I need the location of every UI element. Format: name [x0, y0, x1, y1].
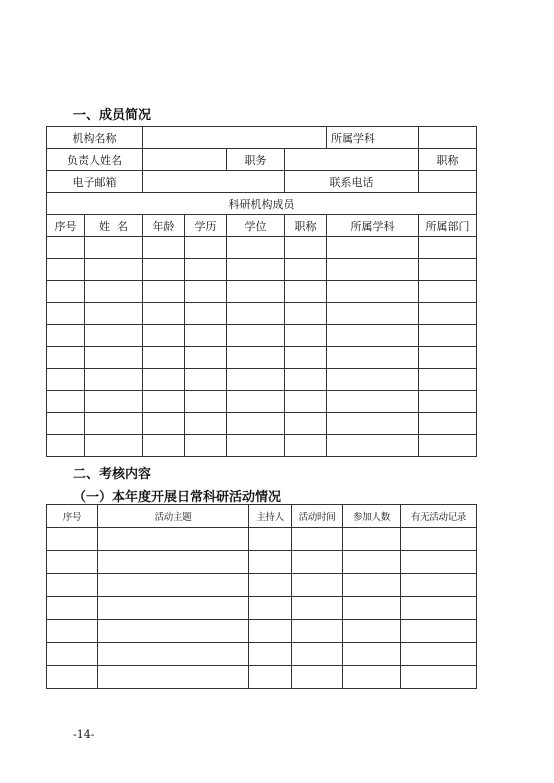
table-cell — [185, 369, 227, 391]
activity-row — [47, 643, 477, 666]
table-cell — [227, 237, 285, 259]
activity-row — [47, 666, 477, 689]
table-cell — [401, 666, 477, 689]
table-cell — [227, 347, 285, 369]
col-education: 学历 — [185, 215, 227, 237]
member-row — [47, 435, 477, 457]
table-cell — [47, 413, 85, 435]
table-cell — [185, 259, 227, 281]
col-discipline: 所属学科 — [327, 215, 419, 237]
table-cell — [419, 391, 477, 413]
table-cell — [47, 666, 98, 689]
discipline-value — [419, 127, 477, 149]
table-cell — [249, 666, 292, 689]
table-cell — [143, 413, 185, 435]
member-row — [47, 237, 477, 259]
subsection-title: （一）本年度开展日常科研活动情况 — [73, 490, 282, 505]
table-cell — [143, 369, 185, 391]
table-cell — [47, 435, 85, 457]
table-cell — [227, 369, 285, 391]
table-cell — [249, 574, 292, 597]
table-cell — [185, 391, 227, 413]
table-cell — [285, 391, 327, 413]
table-cell — [227, 259, 285, 281]
member-row — [47, 303, 477, 325]
table-cell — [47, 325, 85, 347]
table-cell — [419, 413, 477, 435]
table-cell — [343, 528, 401, 551]
table-cell — [227, 413, 285, 435]
col-index: 序号 — [47, 505, 98, 528]
table-cell — [401, 528, 477, 551]
table-cell — [343, 597, 401, 620]
table-cell — [85, 369, 143, 391]
table-cell — [285, 237, 327, 259]
col-participants: 参加人数 — [343, 505, 401, 528]
table-cell — [343, 620, 401, 643]
table-cell — [98, 551, 249, 574]
member-row — [47, 281, 477, 303]
activity-row — [47, 620, 477, 643]
table-cell — [285, 303, 327, 325]
table-cell — [327, 281, 419, 303]
table-cell — [419, 237, 477, 259]
table-cell — [419, 325, 477, 347]
table-cell — [47, 237, 85, 259]
table-cell — [327, 369, 419, 391]
activity-row — [47, 528, 477, 551]
table-cell — [85, 435, 143, 457]
table-cell — [285, 259, 327, 281]
table-cell — [327, 325, 419, 347]
table-cell — [185, 303, 227, 325]
table-cell — [47, 281, 85, 303]
table-cell — [47, 643, 98, 666]
member-row — [47, 413, 477, 435]
section2-title: 二、考核内容 — [73, 467, 152, 482]
table-cell — [185, 413, 227, 435]
table-cell — [98, 643, 249, 666]
table-cell — [85, 303, 143, 325]
leader-value — [143, 149, 227, 171]
table-cell — [343, 643, 401, 666]
table-cell — [47, 369, 85, 391]
table-cell — [327, 413, 419, 435]
table-cell — [85, 391, 143, 413]
table-cell — [47, 551, 98, 574]
table-cell — [292, 620, 343, 643]
table-cell — [47, 528, 98, 551]
table-cell — [85, 347, 143, 369]
table-cell — [419, 281, 477, 303]
table-cell — [292, 643, 343, 666]
table-cell — [98, 528, 249, 551]
member-row — [47, 369, 477, 391]
member-row — [47, 325, 477, 347]
position-label: 职务 — [227, 149, 285, 171]
table-cell — [185, 237, 227, 259]
org-name-value — [143, 127, 327, 149]
table-cell — [292, 551, 343, 574]
col-index: 序号 — [47, 215, 85, 237]
table-cell — [285, 369, 327, 391]
table-cell — [143, 237, 185, 259]
table-cell — [185, 347, 227, 369]
table-cell — [227, 325, 285, 347]
table-cell — [419, 259, 477, 281]
activities-table — [46, 504, 477, 689]
col-host: 主持人 — [249, 505, 292, 528]
table-cell — [343, 574, 401, 597]
table-cell — [419, 369, 477, 391]
col-age: 年龄 — [143, 215, 185, 237]
table-cell — [292, 597, 343, 620]
table-cell — [47, 620, 98, 643]
table-cell — [143, 259, 185, 281]
table-cell — [98, 574, 249, 597]
activity-row — [47, 551, 477, 574]
col-department: 所属部门 — [419, 215, 477, 237]
activities-column-header — [47, 505, 477, 528]
table-cell — [47, 259, 85, 281]
table-cell — [143, 325, 185, 347]
page-number: -14- — [73, 728, 95, 741]
table-cell — [419, 347, 477, 369]
table-cell — [327, 347, 419, 369]
table-cell — [401, 643, 477, 666]
table-cell — [47, 347, 85, 369]
table-cell — [343, 551, 401, 574]
col-title: 职称 — [285, 215, 327, 237]
table-cell — [327, 435, 419, 457]
members-table — [46, 126, 477, 457]
activity-row — [47, 597, 477, 620]
table-cell — [285, 413, 327, 435]
col-time: 活动时间 — [292, 505, 343, 528]
table-cell — [85, 413, 143, 435]
table-cell — [227, 303, 285, 325]
table-cell — [143, 281, 185, 303]
discipline-label: 所属学科 — [327, 127, 419, 149]
table-cell — [47, 574, 98, 597]
table-cell — [143, 391, 185, 413]
members-column-header — [47, 215, 477, 237]
table-cell — [327, 259, 419, 281]
table-cell — [47, 303, 85, 325]
members-header: 科研机构成员 — [47, 193, 477, 215]
table-cell — [327, 303, 419, 325]
leader-label: 负责人姓名 — [47, 149, 143, 171]
table-cell — [143, 347, 185, 369]
table-cell — [249, 528, 292, 551]
table-cell — [401, 597, 477, 620]
title-label: 职称 — [419, 149, 477, 171]
table-cell — [85, 237, 143, 259]
member-row — [47, 391, 477, 413]
table-cell — [285, 435, 327, 457]
table-cell — [227, 391, 285, 413]
table-cell — [98, 597, 249, 620]
phone-label: 联系电话 — [285, 171, 419, 193]
section1-title: 一、成员简况 — [73, 108, 152, 123]
org-name-label: 机构名称 — [47, 127, 143, 149]
member-row — [47, 259, 477, 281]
table-cell — [285, 281, 327, 303]
table-cell — [249, 643, 292, 666]
phone-value — [419, 171, 477, 193]
email-value — [143, 171, 285, 193]
member-row — [47, 347, 477, 369]
table-cell — [249, 620, 292, 643]
table-cell — [143, 303, 185, 325]
table-cell — [249, 551, 292, 574]
table-cell — [343, 666, 401, 689]
table-cell — [85, 259, 143, 281]
table-cell — [47, 597, 98, 620]
table-cell — [401, 574, 477, 597]
table-cell — [98, 666, 249, 689]
col-degree: 学位 — [227, 215, 285, 237]
position-value — [285, 149, 419, 171]
table-cell — [401, 620, 477, 643]
table-cell — [185, 435, 227, 457]
table-cell — [98, 620, 249, 643]
table-cell — [401, 551, 477, 574]
table-cell — [292, 528, 343, 551]
table-cell — [327, 237, 419, 259]
table-cell — [85, 325, 143, 347]
table-cell — [143, 435, 185, 457]
table-cell — [292, 666, 343, 689]
email-label: 电子邮箱 — [47, 171, 143, 193]
table-cell — [327, 391, 419, 413]
table-cell — [47, 391, 85, 413]
activity-row — [47, 574, 477, 597]
table-cell — [285, 325, 327, 347]
table-cell — [185, 325, 227, 347]
col-name: 姓 名 — [85, 215, 143, 237]
table-cell — [419, 303, 477, 325]
table-cell — [419, 435, 477, 457]
table-cell — [227, 435, 285, 457]
table-cell — [185, 281, 227, 303]
table-cell — [285, 347, 327, 369]
table-cell — [227, 281, 285, 303]
table-cell — [292, 574, 343, 597]
table-cell — [85, 281, 143, 303]
col-topic: 活动主题 — [98, 505, 249, 528]
col-record: 有无活动记录 — [401, 505, 477, 528]
table-cell — [249, 597, 292, 620]
